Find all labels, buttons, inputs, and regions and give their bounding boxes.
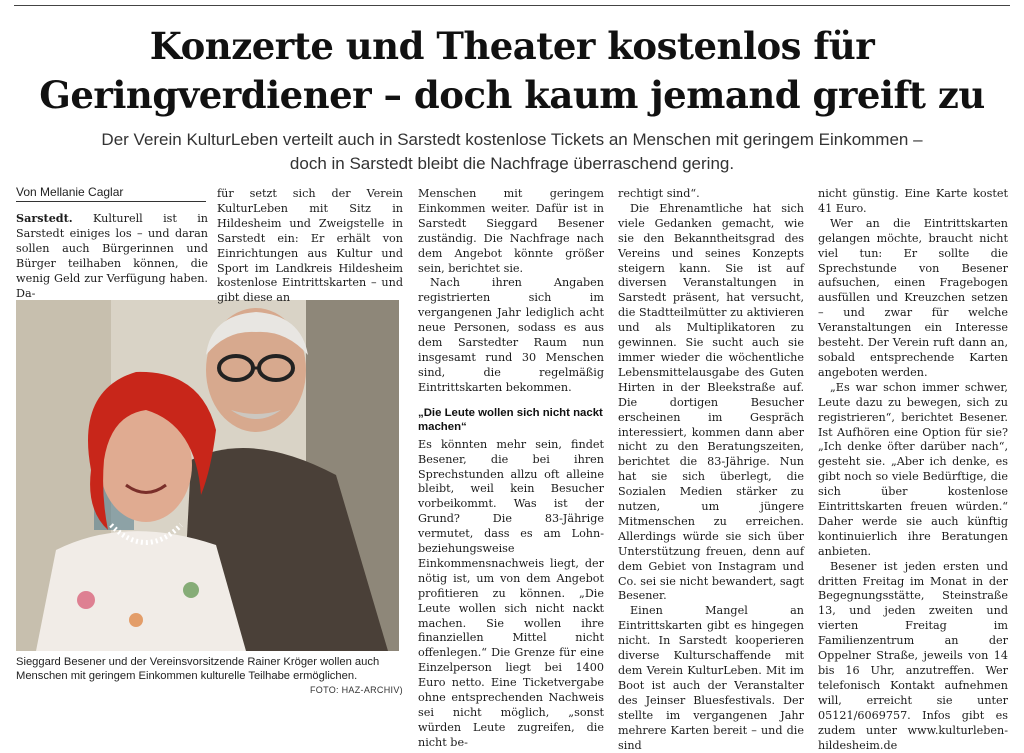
column-5-paragraph-2: Wer an die Eintrittskarten gelangen möchte, braucht nicht viel tun: Er sollte die Sprechstunde von Besener aufsuchen, einen Fragebogen ausfüllen und Kreuzchen setzen – und zwar für welche Veranstaltungen ein Interesse besteht. Der Verein ruft dann an, sobald entsprechende Karten angeboten werden. [818,216,1008,379]
column-4-paragraph-2: Die Ehrenamtliche hat sich viele Gedanken gemacht, wie sie den Bekanntheitsgrad des Vereins und seines Konzepts steigern kann. Sie ist auf diversen Veranstaltungen in Sarstedt präsent, hat versucht, die Stadtteilmütter zu aktivieren und als Multiplikatoren zu gewinnen. Sie sucht auch sie immer wieder die wöchentliche Lebensmittelausgabe des Guten Hirten in der Bleekstraße auf. Die dortigen Besucher erscheinen im Gespräch interessiert, kommen dann aber nicht zu den Beratungszeiten, berichtet die 83-Jährige. Nun hat sie sich überlegt, die Sozialen Medien stärker zu nutzen, um jüngere Mitmenschen zu erreichen. Allerdings würde sie sich über Unterstützung freuen, denn auf dem Gebiet von Instagram und Co. sei sie nicht bewandert, sagt Besener. [618,201,804,603]
article-column-1 [16,211,208,301]
headline-line-2: Geringverdiener – doch kaum jemand greift zu [39,73,985,117]
column-5-paragraph-3: „Es war schon immer schwer, Leute dazu zu bewegen, sich zu registrieren“, berichtet Besener. Ist Aufhören eine Option für sie? „Ich denke öfter darüber nach“, gesteht sie. „Aber ich denke, es gibt noch so viele Bedürftige, die sich über kostenlose Eintrittskarten freuen würden.“ Daher werde sie auch künftig kontinuierlich ihre Beratungen anbieten. [818,380,1008,558]
article-column-2 [217,187,403,306]
dateline: Sarstedt. [16,211,73,225]
column-3-paragraph-2: Nach ihren Angaben registrierten sich im vergangenen Jahr lediglich acht neue Personen, sodass es aus dem Sarstedter Raum nun insgesamt rund 30 Menschen sind, die regelmäßig Eintrittskarten bekommen. [418,276,604,394]
photo-credit: FOTO: HAZ-ARCHIV) [310,685,403,695]
crosshead: „Die Leute wollen sich nicht nackt machen“ [418,406,603,433]
column-4-paragraph-3: Einen Mangel an Eintrittskarten gibt es hingegen nicht. In Sarstedt kooperieren diverse Kulturschaffende mit dem Verein KulturLeben. Mit im Boot ist auch der Veranstalter des Jeinser Bluesfestivals. Der stellte im vergangenen Jahr mehrere Karten bereit – und die sind [618,604,804,752]
photo-illustration [16,300,399,651]
headline [14,22,1010,120]
author-byline: Von Mellanie Caglar [16,185,206,202]
headline-line-1: Konzerte und Theater kostenlos für [149,24,875,68]
article-column-5 [818,187,1008,753]
column-3-paragraph-3: Es könnten mehr sein, findet Besener, die bei ihren Sprechstunden allzu oft alleine bleibt, weil kein Besucher vorbeikommt. Was ist der Grund? Die 83-Jährige vermutet, dass es am Lohn- beziehungsweise Einkommensnachweis liegt, der nötig ist, um von dem Angebot profitieren zu können. „Die Leute wollen sich nicht nackt machen. Sie wollen ihre finanziellen Mittel nicht offenlegen.“ Die Grenze für eine Einzelperson liegt bei 1400 Euro netto. Eine Ticketvergabe ohne entsprechenden Nachweis sei nicht möglich, „sonst würden Leute zugreifen, die nicht be- [418,437,604,749]
photo-caption: Sieggard Besener und der Vereinsvorsitzende Rainer Kröger wollen auch Menschen mit geringem Einkommen kulturelle Teilhabe ermöglichen. [16,656,380,682]
subheadline-line-1: Der Verein KulturLeben verteilt auch in Sarstedt kostenlose Tickets an Menschen mit geringem Einkommen – [101,130,923,149]
column-5-paragraph-1: nicht günstig. Eine Karte kostet 41 Euro. [818,187,1008,215]
subheadline-line-2: doch in Sarstedt bleibt die Nachfrage überraschend gering. [289,154,735,173]
top-rule [14,5,1010,6]
column-3-paragraph-1: Menschen mit geringem Einkommen weiter. Dafür ist in Sarstedt Sieggard Besener zuständig. Die Nachfrage nach dem Angebot könnte größer sein, berichtet sie. [418,187,604,275]
column-1-text: Kulturell ist in Sarstedt einiges los – und daran sollen auch Bürgerinnen und Bürger teilhaben können, die wenig Geld zur Verfügung haben. Da- [16,212,208,300]
article-photo [16,300,399,651]
column-1-paragraph [16,211,208,301]
subheadline [24,128,1000,176]
column-4-paragraph-1: rechtigt sind“. [618,187,700,200]
article-column-3 [418,187,604,751]
column-5-paragraph-4: Besener ist jeden ersten und dritten Freitag im Monat in der Begegnungsstätte, Steinstraße 13, und jeden zweiten und vierten Freitag im Familienzentrum an der Oppelner Straße, jeweils von 14 bis 16 Uhr, anzutreffen. Wer telefonisch Kontakt aufnehmen will, erreicht sie unter 05121/6069757. Infos gibt es zudem unter www.kulturleben-hildesheim.de [818,559,1008,752]
article-column-4 [618,187,804,753]
column-2-text: für setzt sich der Verein KulturLeben mit Sitz in Hildesheim und Zweigstelle in Sarstedt ein: Er erhält von Einrichtungen aus Kultur und Sport im Landkreis Hildesheim kostenlose Eintrittskarten – und gibt diese an [217,187,403,305]
